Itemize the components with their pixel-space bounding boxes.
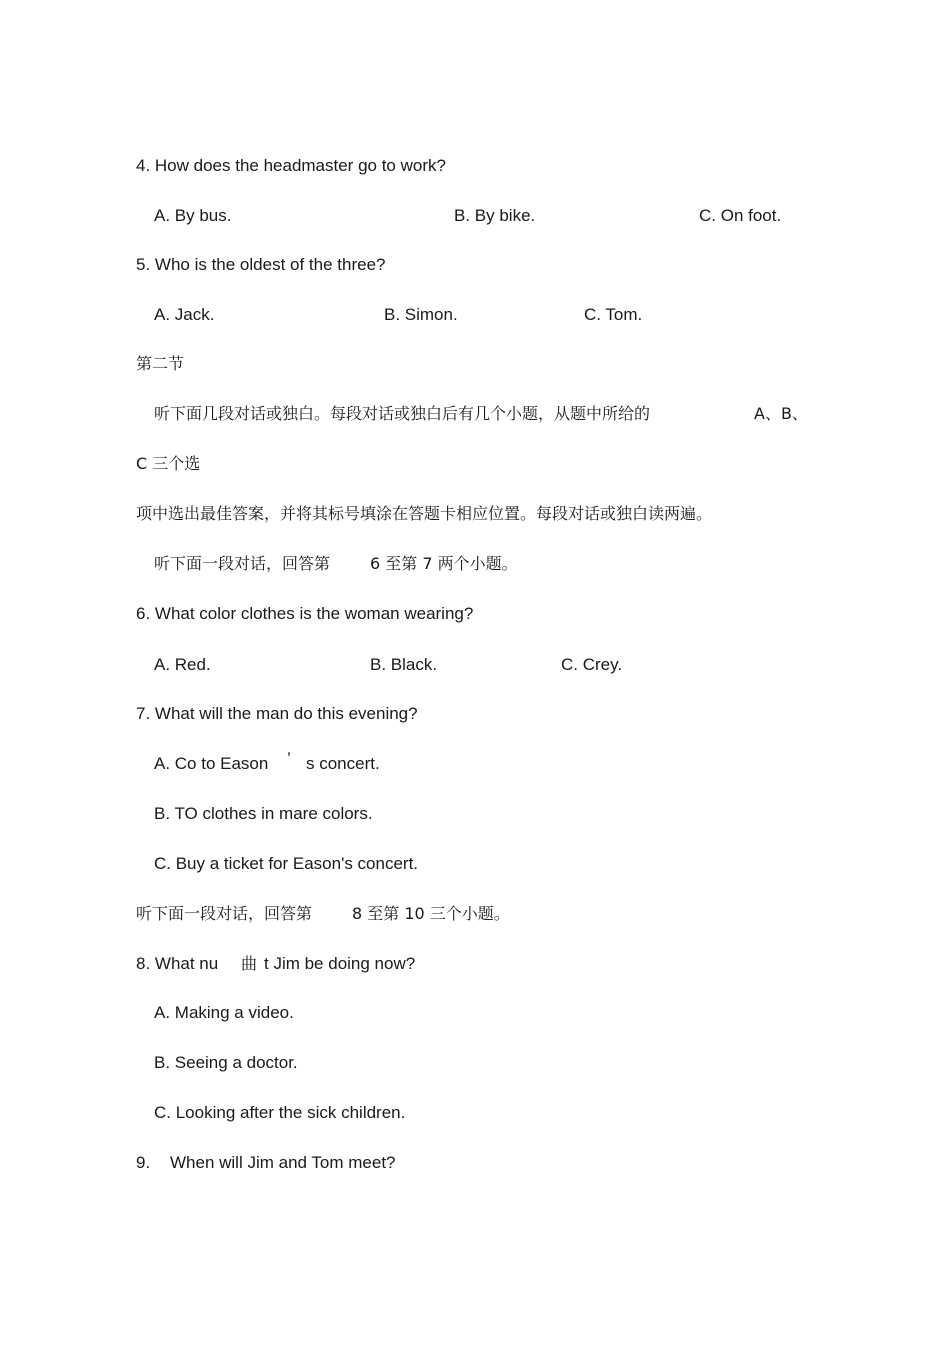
dialog-1-intro: 听下面一段对话，回答第 (154, 554, 331, 573)
question-6-option-a: A. Red. (154, 655, 211, 674)
question-8-option-c: C. Looking after the sick children. (154, 1103, 406, 1122)
question-8-stem-part2: t Jim be doing now? (264, 954, 416, 973)
dialog-1-range: 6 至第 7 两个小题。 (370, 554, 518, 573)
question-5-stem: 5. Who is the oldest of the three? (136, 255, 386, 274)
question-8-option-a: A. Making a video. (154, 1003, 294, 1022)
dialog-2-intro: 听下面一段对话，回答第 (136, 904, 313, 923)
dialog-2-range: 8 至第 10 三个小题。 (352, 904, 510, 923)
question-8-stem-glyph: 曲 (241, 954, 258, 973)
section-heading: 第二节 (136, 354, 185, 373)
question-7-option-a-part1: A. Co to Eason (154, 754, 269, 773)
section-instructions-line1-options: A、B、 (754, 404, 808, 423)
question-9-stem: When will Jim and Tom meet? (170, 1153, 396, 1172)
question-5-option-c: C. Tom. (584, 305, 643, 324)
question-4-stem: 4. How does the headmaster go to work? (136, 156, 446, 175)
section-instructions-line3: 项中选出最佳答案，并将其标号填涂在答题卡相应位置。每段对话或独白读两遍。 (136, 504, 713, 523)
question-5-option-b: B. Simon. (384, 305, 458, 324)
question-6-option-b: B. Black. (370, 655, 438, 674)
question-4-option-b: B. By bike. (454, 206, 536, 225)
question-8-option-b: B. Seeing a doctor. (154, 1053, 298, 1072)
question-6-stem: 6. What color clothes is the woman wearing? (136, 604, 474, 623)
section-instructions-line2: C 三个选 (136, 454, 201, 473)
question-4-option-a: A. By bus. (154, 206, 232, 225)
question-7-option-a-apostrophe: ’ (287, 749, 291, 768)
question-7-option-a-part2: s concert. (306, 754, 380, 773)
question-4-option-c: C. On foot. (699, 206, 782, 225)
question-5-option-a: A. Jack. (154, 305, 215, 324)
question-8-stem-part1: 8. What nu (136, 954, 219, 973)
question-9-number: 9. (136, 1153, 151, 1172)
question-7-option-c: C. Buy a ticket for Eason's concert. (154, 854, 419, 873)
question-7-stem: 7. What will the man do this evening? (136, 704, 418, 723)
question-6-option-c: C. Crey. (561, 655, 623, 674)
section-instructions-line1: 听下面几段对话或独白。每段对话或独白后有几个小题，从题中所给的 (154, 404, 651, 423)
question-7-option-b: B. TO clothes in mare colors. (154, 804, 373, 823)
